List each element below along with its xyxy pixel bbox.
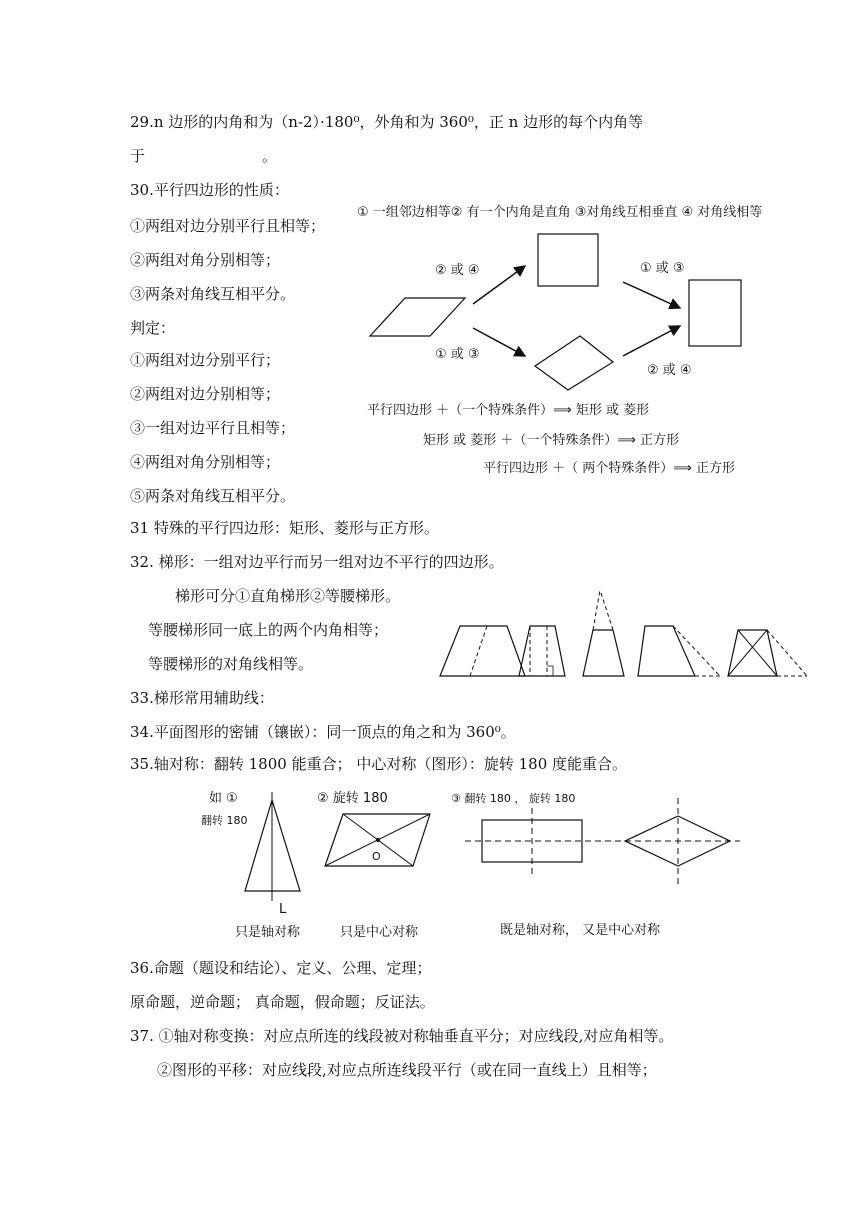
trapezoid-3 [583, 630, 624, 676]
caption-center-only: 只是中心对称 [340, 925, 419, 940]
parallelogram-shape [370, 298, 465, 336]
judge-title: 判定： [130, 319, 176, 337]
item-29-line1: 29.n 边形的内角和为（n-2）·180⁰，外角和为 360⁰，正 n 边形的每个内角等 [130, 113, 644, 131]
property-1: ①两组对边分别平行且相等； [130, 217, 326, 235]
judge-5: ⑤两条对角线互相平分。 [130, 487, 296, 505]
example-label: 如 ① [209, 791, 238, 806]
aux-line-5a [767, 630, 807, 676]
item-32-diagonals: 等腰梯形的对角线相等。 [148, 655, 314, 673]
item-34: 34.平面图形的密铺（镶嵌）：同一顶点的角之和为 360⁰。 [130, 723, 516, 741]
rule-2: 矩形 或 菱形 ＋（一个特殊条件）⟹ 正方形 [423, 433, 680, 448]
arrow-bot-right-label: ② 或 ④ [647, 363, 692, 378]
parallelogram-diagram [355, 196, 805, 486]
item-29-blank-end: 。 [262, 147, 278, 165]
rhombus-shape [535, 336, 613, 390]
trapezoid-4 [638, 626, 695, 676]
arrow-up-left [473, 266, 525, 304]
aux-line-4a [673, 626, 720, 676]
item-30-title: 30.平行四边形的性质： [130, 181, 289, 199]
caption-both: 既是轴对称， 又是中心对称 [500, 923, 661, 938]
conditions-label: ① 一组邻边相等② 有一个内角是直角 ③对角线互相垂直 ④ 对角线相等 [357, 205, 763, 220]
judge-2: ②两组对边分别相等； [130, 385, 281, 403]
judge-4: ④两组对角分别相等； [130, 453, 281, 471]
item-36: 36.命题（题设和结论）、定义、公理、定理； [130, 959, 432, 977]
arrow-down-left [473, 328, 525, 356]
rotate-flip-label-3: ③ 翻转 180 ， 旋转 180 [451, 792, 576, 805]
property-2: ②两组对角分别相等； [130, 251, 281, 269]
aux-line-3a [593, 590, 600, 630]
rule-3: 平行四边形 ＋（ 两个特殊条件）⟹ 正方形 [483, 461, 736, 476]
square-shape [689, 280, 741, 346]
item-36-line2: 原命题，逆命题； 真命题，假命题；反证法。 [130, 993, 435, 1011]
item-37-line2: ②图形的平移：对应线段,对应点所连线段平行（或在同一直线上）且相等； [157, 1061, 657, 1079]
arrow-bot-left-label: ① 或 ③ [435, 347, 480, 362]
item-29-line2: 于 [130, 147, 146, 165]
item-32-types: 梯形可分①直角梯形②等腰梯形。 [175, 587, 401, 605]
trapezoid-5 [728, 630, 777, 676]
arrow-top-left-label: ② 或 ④ [435, 263, 480, 278]
trapezoid-auxiliary-diagram [435, 584, 815, 684]
item-32: 32. 梯形：一组对边平行而另一组对边不平行的四边形。 [130, 553, 504, 571]
trapezoid-1 [440, 626, 525, 676]
item-31: 31 特殊的平行四边形：矩形、菱形与正方形。 [130, 519, 439, 537]
arrow-top-right-label: ① 或 ③ [640, 261, 685, 276]
right-angle-mark [547, 666, 553, 676]
item-33: 33.梯形常用辅助线： [130, 689, 274, 707]
symmetry-diagram [195, 786, 755, 946]
diagonal-a [738, 630, 777, 676]
item-32-angles: 等腰梯形同一底上的两个内角相等； [148, 621, 389, 639]
item-37: 37. ①轴对称变换：对应点所连的线段被对称轴垂直平分；对应线段,对应角相等。 [130, 1027, 674, 1045]
arrow-up-right [623, 282, 680, 308]
caption-axis-only: 只是轴对称 [235, 925, 301, 940]
axis-l-label: L [279, 902, 287, 917]
arrow-down-right [623, 326, 680, 356]
judge-1: ①两组对边分别平行； [130, 351, 281, 369]
rotate-label-2: ② 旋转 180 [317, 791, 388, 806]
property-3: ③两条对角线互相平分。 [130, 285, 296, 303]
diagonal-b [728, 630, 767, 676]
item-35: 35.轴对称：翻转 1800 能重合； 中心对称（图形）：旋转 180 度能重合。 [130, 755, 628, 773]
center-o-label: O [372, 850, 381, 863]
center-point [376, 838, 380, 842]
rectangle-shape [538, 234, 598, 286]
aux-line-1 [470, 626, 487, 676]
flip-label-1: 翻转 180 [201, 814, 248, 827]
aux-line-3b [600, 590, 613, 630]
trapezoid-2 [519, 626, 565, 676]
judge-3: ③一组对边平行且相等； [130, 419, 296, 437]
rule-1: 平行四边形 ＋（一个特殊条件）⟹ 矩形 或 菱形 [367, 403, 650, 418]
